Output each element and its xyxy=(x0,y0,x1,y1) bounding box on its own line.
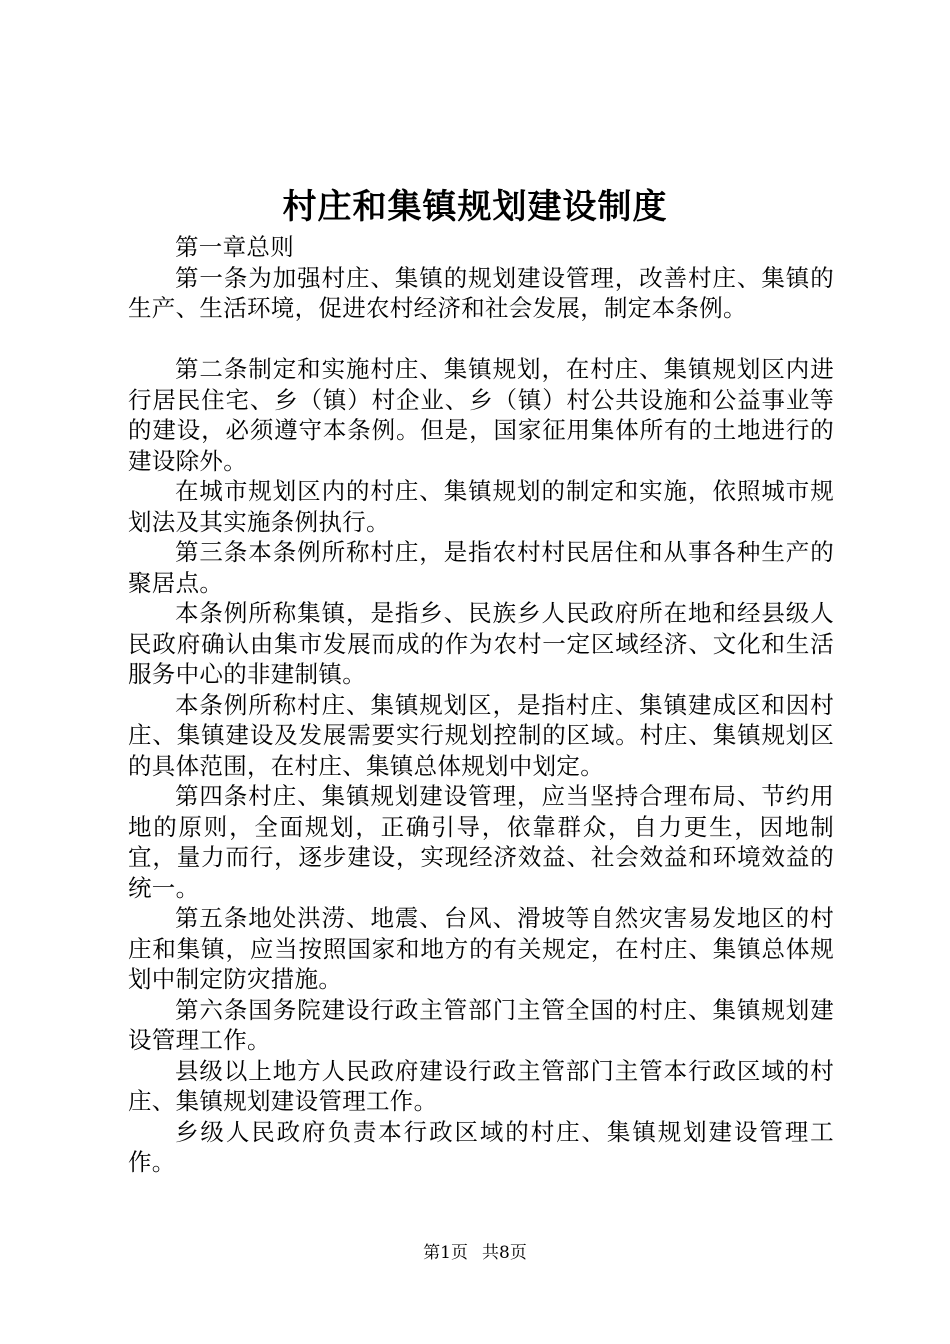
article-3-paragraph: 第三条本条例所称村庄，是指农村村民居住和从事各种生产的聚居点。 xyxy=(128,538,834,597)
article-2-paragraph: 第二条制定和实施村庄、集镇规划，在村庄、集镇规划区内进行居民住宅、乡（镇）村企业、乡（镇）村公共设施和公益事业等的建设，必须遵守本条例。但是，国家征用集体所有的土地进行的建设除外。 xyxy=(128,355,834,475)
article-3-planning-area-paragraph: 本条例所称村庄、集镇规划区，是指村庄、集镇建成区和因村庄、集镇建设及发展需要实行规划控制的区域。村庄、集镇规划区的具体范围，在村庄、集镇总体规划中划定。 xyxy=(128,690,834,780)
article-5-paragraph: 第五条地处洪涝、地震、台风、滑坡等自然灾害易发地区的村庄和集镇，应当按照国家和地方的有关规定，在村庄、集镇总体规划中制定防灾措施。 xyxy=(128,904,834,993)
article-3-town-paragraph: 本条例所称集镇，是指乡、民族乡人民政府所在地和经县级人民政府确认由集市发展而成的作为农村一定区域经济、文化和生活服务中心的非建制镇。 xyxy=(128,599,834,688)
article-6-township-paragraph: 乡级人民政府负责本行政区域的村庄、集镇规划建设管理工作。 xyxy=(128,1117,834,1176)
document-title: 村庄和集镇规划建设制度 xyxy=(282,187,668,227)
article-1-paragraph: 第一条为加强村庄、集镇的规划建设管理，改善村庄、集镇的生产、生活环境，促进农村经济和社会发展，制定本条例。 xyxy=(128,263,834,322)
article-2-clause-paragraph: 在城市规划区内的村庄、集镇规划的制定和实施，依照城市规划法及其实施条例执行。 xyxy=(128,477,834,536)
article-6-paragraph: 第六条国务院建设行政主管部门主管全国的村庄、集镇规划建设管理工作。 xyxy=(128,995,834,1054)
page-footer xyxy=(0,1241,950,1265)
page-number: 第1页 xyxy=(423,1243,468,1263)
chapter-heading: 第一章总则 xyxy=(175,233,294,261)
page-total: 共8页 xyxy=(482,1243,527,1263)
article-6-county-paragraph: 县级以上地方人民政府建设行政主管部门主管本行政区域的村庄、集镇规划建设管理工作。 xyxy=(128,1056,834,1115)
article-4-paragraph: 第四条村庄、集镇规划建设管理，应当坚持合理布局、节约用地的原则，全面规划，正确引导，依靠群众，自力更生，因地制宜，量力而行，逐步建设，实现经济效益、社会效益和环境效益的统一。 xyxy=(128,782,834,902)
document-body xyxy=(128,232,834,1178)
